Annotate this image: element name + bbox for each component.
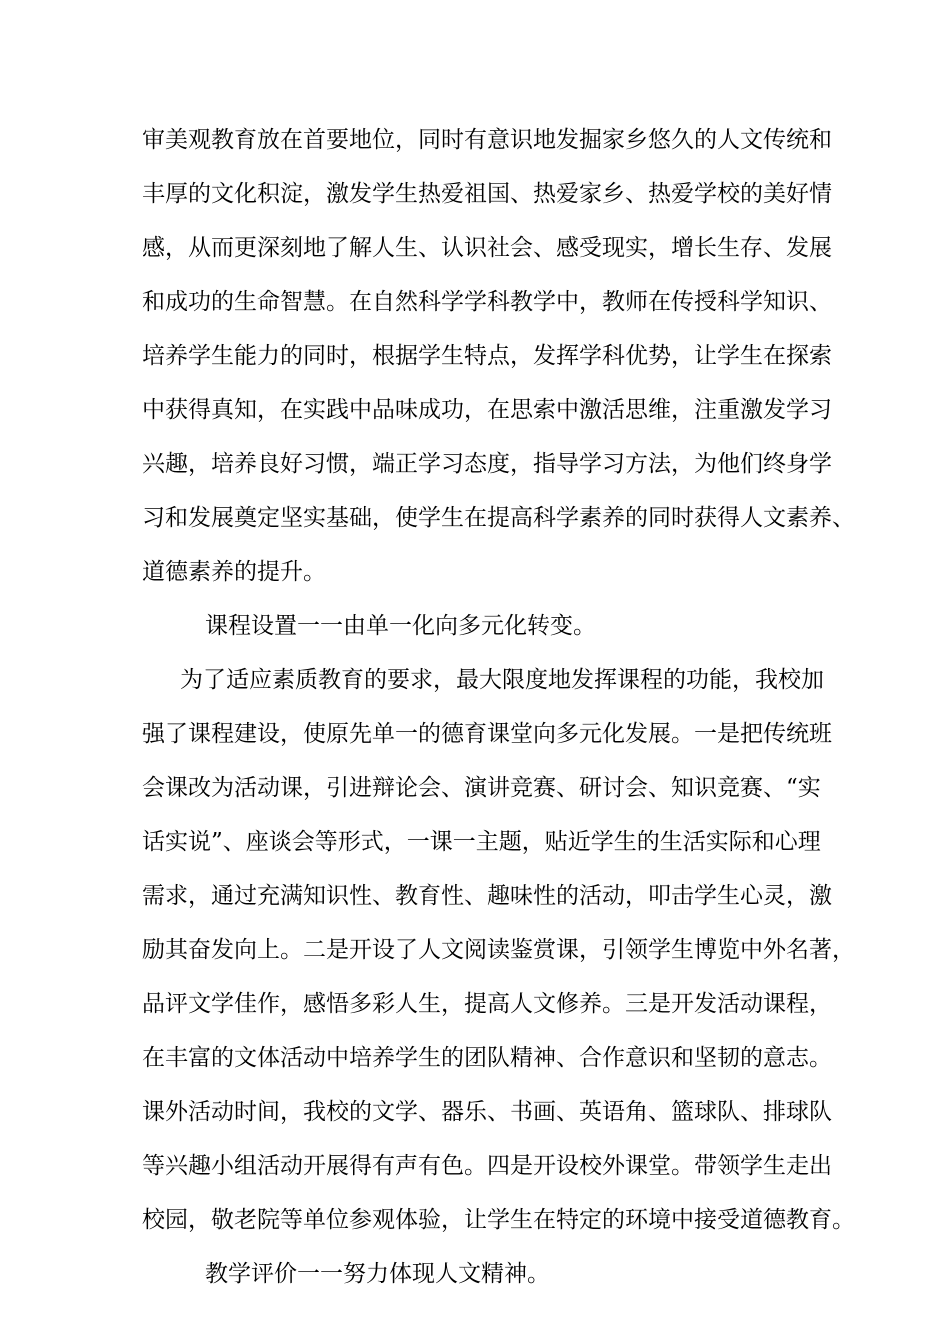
text-line: 等兴趣小组活动开展得有声有色。四是开设校外课堂。带领学生走出 <box>142 1153 832 1179</box>
text-line: 强了课程建设，使原先单一的德育课堂向多元化发展。一是把传统班 <box>142 721 832 747</box>
text-line: 课外活动时间，我校的文学、器乐、书画、英语角、篮球队、排球队 <box>142 1099 832 1125</box>
text-line: 在丰富的文体活动中培养学生的团队精神、合作意识和坚韧的意志。 <box>142 1045 832 1071</box>
text-line: 需求，通过充满知识性、教育性、趣味性的活动，叩击学生心灵，激 <box>142 883 832 909</box>
section-heading: 教学评价一一努力体现人文精神。 <box>205 1261 550 1287</box>
text-line: 习和发展奠定坚实基础，使学生在提高科学素养的同时获得人文素养、 <box>142 505 855 531</box>
text-line: 培养学生能力的同时，根据学生特点，发挥学科优势，让学生在探索 <box>142 343 832 369</box>
text-line: 品评文学佳作，感悟多彩人生，提高人文修养。三是开发活动课程， <box>142 991 832 1017</box>
text-line: 兴趣，培养良好习惯，端正学习态度，指导学习方法，为他们终身学 <box>142 451 832 477</box>
text-line: 为了适应素质教育的要求，最大限度地发挥课程的功能，我校加 <box>180 667 824 693</box>
text-line: 校园，敬老院等单位参观体验，让学生在特定的环境中接受道德教育。 <box>142 1207 855 1233</box>
section-heading: 课程设置一一由单一化向多元化转变。 <box>205 613 596 639</box>
text-line: 话实说”、座谈会等形式，一课一主题，贴近学生的生活实际和心理 <box>142 829 821 855</box>
text-line: 励其奋发向上。二是开设了人文阅读鉴赏课，引领学生博览中外名著， <box>142 937 855 963</box>
text-line: 会课改为活动课，引进辩论会、演讲竞赛、研讨会、知识竞赛、“实 <box>142 775 821 801</box>
text-line: 中获得真知，在实践中品味成功，在思索中激活思维，注重激发学习 <box>142 397 832 423</box>
text-line: 和成功的生命智慧。在自然科学学科教学中，教师在传授科学知识、 <box>142 289 832 315</box>
text-line: 丰厚的文化积淀，激发学生热爱祖国、热爱家乡、热爱学校的美好情 <box>142 181 832 207</box>
text-line: 感，从而更深刻地了解人生、认识社会、感受现实，增长生存、发展 <box>142 235 832 261</box>
text-line: 审美观教育放在首要地位，同时有意识地发掘家乡悠久的人文传统和 <box>142 127 832 153</box>
text-line: 道德素养的提升。 <box>142 559 326 585</box>
